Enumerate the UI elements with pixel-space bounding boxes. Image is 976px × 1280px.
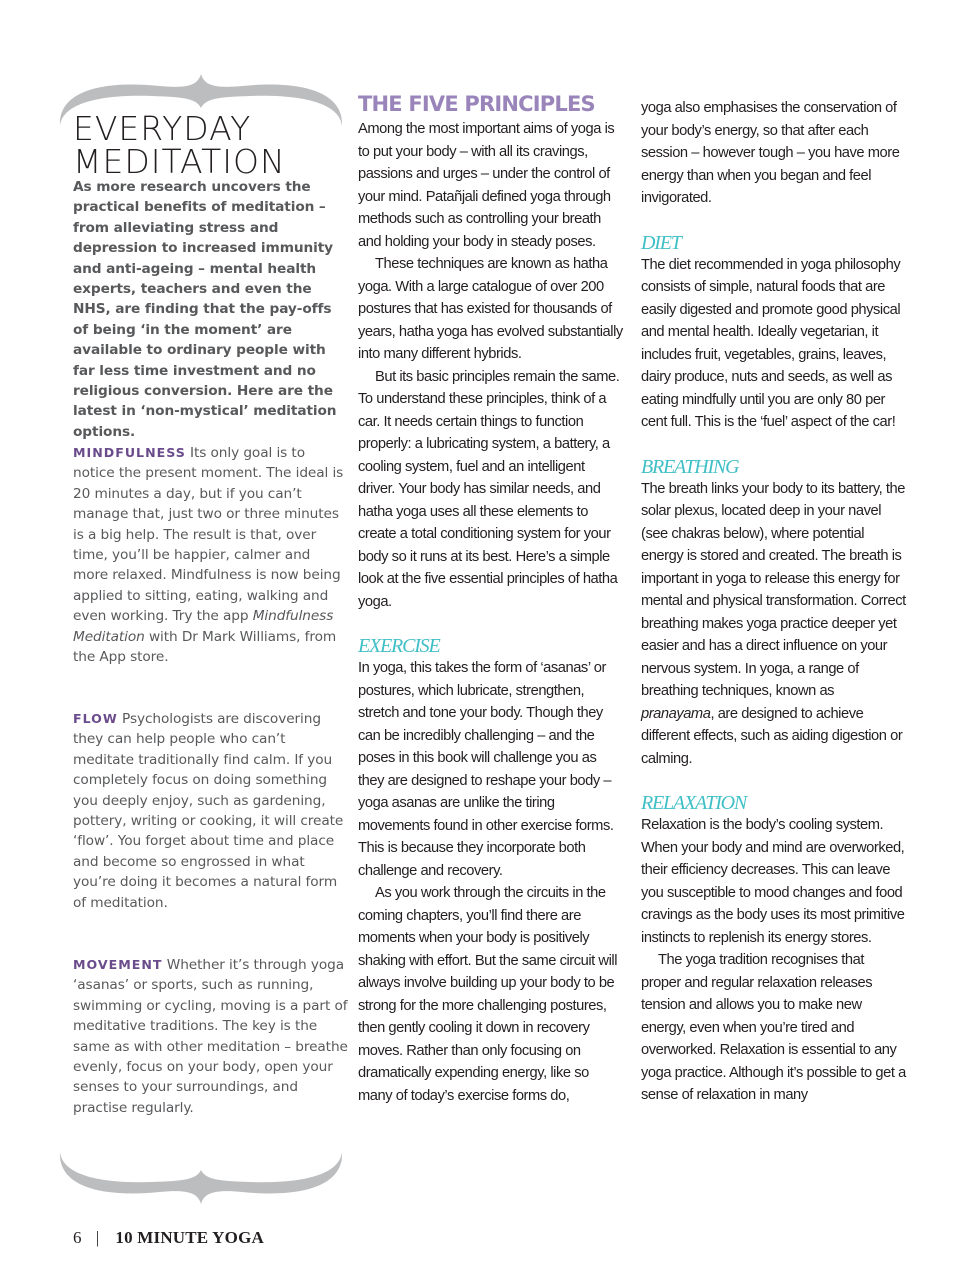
sidebar-item-flow <box>73 709 348 913</box>
section-heading-five-principles: THE FIVE PRINCIPLES <box>358 92 595 116</box>
subheading-breathing: BREATHING <box>641 455 739 478</box>
breathing-text-after: , are designed to achieve different effects, such as aiding digestion or calming. <box>641 705 903 767</box>
book-title: 10 MINUTE YOGA <box>115 1228 264 1247</box>
sidebar-item-movement <box>73 955 348 1118</box>
intro-paragraph-3: But its basic principles remain the same. To understand these principles, think of a car. It needs certain things to function properly: a lubricating system, a battery, a cooling system, fuel and an intelligent driver. Your body has similar needs, and hatha yoga uses all these elements to create a total conditioning system for your body so it runs at its best. Here’s a simple look at the five essential principles of hatha yoga. <box>358 368 620 610</box>
main-column-middle <box>358 90 623 1107</box>
mindfulness-text: Its only goal is to notice the present moment. The ideal is 20 minutes a day, but if you can’t manage that, just two or three minutes is a big help. The result is that, over time, you’ll be happier, calmer and more relaxed. Mindfulness is now being applied to sitting, eating, walking and even working. Try the app <box>73 445 344 625</box>
page-footer <box>73 1228 264 1248</box>
exercise-paragraph-2: As you work through the circuits in the coming chapters, you’ll find there are moments when your body is positively shaking with effort. But the same circuit will always involve building up your body to be strong for the more challenging postures, then gently cooling it down in recovery moves. Rather than only focusing on dramatically expending energy, like so many of today’s exercise forms do, <box>358 885 618 1104</box>
subheading-relaxation: RELAXATION <box>641 792 747 814</box>
relaxation-paragraph-1: Relaxation is the body’s cooling system. When your body and mind are overworked, their efficiency decreases. This can leave you susceptible to mood changes and food cravings as the body uses its most primitive instincts to replenish its energy stores. <box>641 817 905 946</box>
breathing-text: The breath links your body to its battery, the solar plexus, located deep in your navel (see chakras below), where potential energy is stored and created. The breath is important in yoga to release this energy for mental and physical transformation. Correct breathing makes yoga practice deeper yet easier and has a direct influence on your nervous system. In yoga, a range of breathing techniques, known as <box>641 480 906 699</box>
mindfulness-text-after: with Dr Mark Williams, from the App store. <box>73 628 337 666</box>
exercise-paragraph-2-continued: yoga also emphasises the conservation of your body’s energy, so that after each session – however tough – you have more energy than when you began and feel invigorated. <box>641 100 900 206</box>
movement-text: Whether it’s through yoga ‘asanas’ or sports, such as running, swimming or cycling, moving is a part of meditative traditions. The key is the same as with other meditation – breathe evenly, focus on your body, open your senses to your surroundings, and practise regularly. <box>73 957 348 1116</box>
sidebar-title-line1: EVERYDAY <box>73 109 252 148</box>
keyword-flow: FLOW <box>73 711 118 726</box>
keyword-mindfulness: MINDFULNESS <box>73 445 186 460</box>
decorative-brace-bottom-icon <box>40 1150 362 1206</box>
subheading-diet: DIET <box>641 231 681 254</box>
sidebar-intro: As more research uncovers the practical benefits of meditation – from alleviating stress and depression to increased immunity and anti-ageing – mental health experts, teachers and even the NHS, are finding that the pay-offs of being ‘in the moment’ are available to ordinary people with far less time investment and no religious conversion. Here are the latest in ‘non-mystical’ meditation options. <box>73 179 337 440</box>
footer-separator: | <box>95 1228 100 1247</box>
keyword-movement: MOVEMENT <box>73 957 163 972</box>
subheading-exercise: EXERCISE <box>358 635 440 657</box>
main-column-right <box>641 97 906 1107</box>
exercise-paragraph-1: In yoga, this takes the form of ‘asanas’ or postures, which lubricate, strengthen, stretch and tone your body. Though they can be incredibly challenging – and the poses in this book will challenge you as they are designed to reshape your body – yoga asanas are unlike the tiring movements found in other exercise forms. This is because they incorporate both challenge and recovery. <box>358 660 614 879</box>
app-name: Mindfulness Meditation <box>73 608 334 645</box>
pranayama-term: pranayama <box>641 705 711 722</box>
sidebar-title <box>73 109 353 181</box>
sidebar-item-mindfulness <box>73 443 348 667</box>
intro-paragraph-1: Among the most important aims of yoga is to put your body – with all its cravings, passions and urges – under the control of your mind. Patañjali defined yoga through methods such as controlling your breath and holding your body in steady poses. <box>358 121 615 250</box>
flow-text: Psychologists are discovering they can help people who can’t meditate traditionally find calm. If you completely focus on doing something you deeply enjoy, such as gardening, pottery, writing or cooking, it will create ‘flow’. You forget about time and place and become so engrossed in what you’re doing it becomes a natural form of meditation. <box>73 711 344 911</box>
sidebar-title-line2: MEDITATION <box>73 142 286 181</box>
diet-paragraph: The diet recommended in yoga philosophy consists of simple, natural foods that are easily digested and promote good physical and mental health. Ideally vegetarian, it includes fruit, vegetables, grains, leaves, dairy produce, nuts and seeds, as well as eating mindfully until you are only 80 per cent full. This is the ‘fuel’ aspect of the car! <box>641 256 901 430</box>
breathing-paragraph <box>641 478 906 771</box>
intro-paragraph-2: These techniques are known as hatha yoga. With a large catalogue of over 200 postures that has existed for thousands of years, hatha yoga has evolved substantially into many different hybrids. <box>358 256 623 362</box>
relaxation-paragraph-2: The yoga tradition recognises that proper and regular relaxation releases tension and allows you to make new energy, even when you’re tired and overworked. Relaxation is essential to any yoga practice. Although it’s possible to get a sense of relaxation in many <box>641 952 906 1103</box>
page-number: 6 <box>73 1228 82 1247</box>
